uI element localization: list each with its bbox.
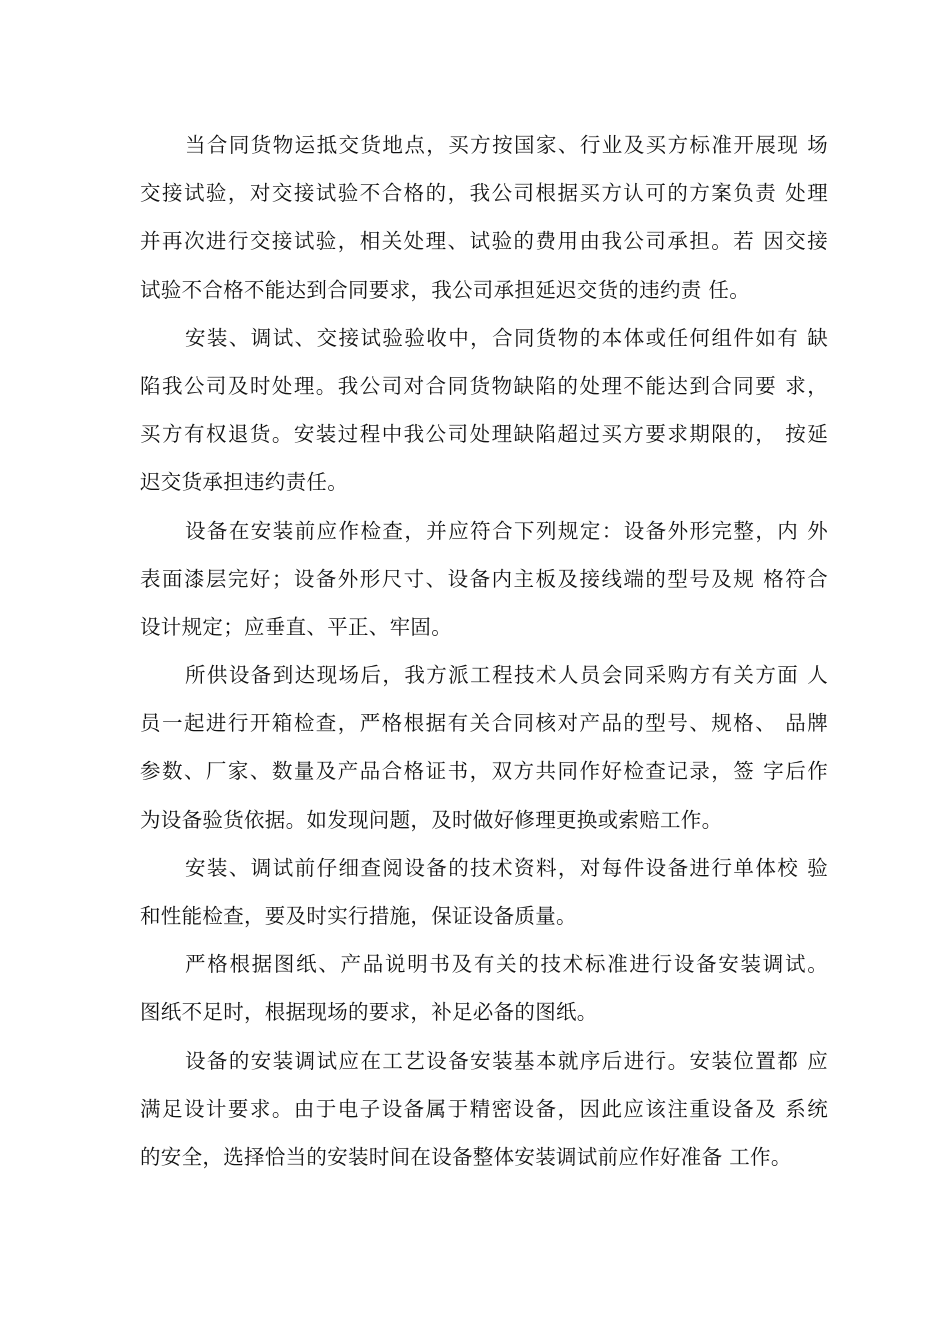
text-line: 满足设计要求。由于电子设备属于精密设备，因此应该注重设备及 系统 [140, 1096, 828, 1121]
text-line: 并再次进行交接试验，相关处理、试验的费用由我公司承担。若 因交接 [140, 229, 828, 254]
text-line: 表面漆层完好；设备外形尺寸、设备内主板及接线端的型号及规 格符合 [140, 566, 828, 591]
paragraph-pre-install-check [140, 507, 830, 652]
text-line: 交接试验，对交接试验不合格的，我公司根据买方认可的方案负责 处理 [140, 181, 828, 206]
text-line: 员一起进行开箱检查，严格根据有关合同核对产品的型号、规格、 品牌 [140, 711, 828, 736]
text-line: 安装、调试前仔细查阅设备的技术资料，对每件设备进行单体校 验 [185, 855, 828, 880]
document-body [140, 121, 830, 1181]
text-line: 安装、调试、交接试验验收中，合同货物的本体或任何组件如有 缺 [185, 325, 828, 350]
paragraph-drawings-standards [140, 940, 830, 1036]
paragraph-unpacking-inspection [140, 651, 830, 844]
paragraph-defect-handling [140, 314, 830, 507]
text-line: 和性能检查，要及时实行措施，保证设备质量。 [140, 904, 577, 928]
text-line: 陷我公司及时处理。我公司对合同货物缺陷的处理不能达到合同要 求， [140, 373, 828, 398]
text-line: 为设备验货依据。如发现问题，及时做好修理更换或索赔工作。 [140, 807, 723, 832]
text-line: 设备的安装调试应在工艺设备安装基本就序后进行。安装位置都 应 [185, 1048, 828, 1073]
text-line: 图纸不足时，根据现场的要求，补足必备的图纸。 [140, 1000, 598, 1025]
text-line: 设计规定；应垂直、平正、牢固。 [140, 614, 452, 639]
text-line: 严格根据图纸、产品说明书及有关的技术标准进行设备安装调试。 [185, 952, 828, 977]
text-line: 设备在安装前应作检查，并应符合下列规定：设备外形完整，内 外 [185, 518, 828, 543]
text-line: 所供设备到达现场后，我方派工程技术人员会同采购方有关方面 人 [185, 663, 828, 688]
text-line: 的安全，选择恰当的安装时间在设备整体安装调试前应作好准备 工作。 [140, 1144, 792, 1169]
paragraph-technical-review [140, 844, 830, 940]
text-line: 参数、厂家、数量及产品合格证书，双方共同作好检查记录，签 字后作 [140, 759, 828, 784]
text-line: 试验不合格不能达到合同要求，我公司承担延迟交货的违约责 任。 [140, 277, 751, 302]
paragraph-acceptance-test [140, 121, 830, 314]
text-line: 当合同货物运抵交货地点，买方按国家、行业及买方标准开展现 场 [185, 133, 828, 157]
text-line: 买方有权退货。安装过程中我公司处理缺陷超过买方要求期限的， 按延 [140, 422, 828, 447]
paragraph-install-timing [140, 1037, 830, 1182]
text-line: 迟交货承担违约责任。 [140, 470, 348, 495]
